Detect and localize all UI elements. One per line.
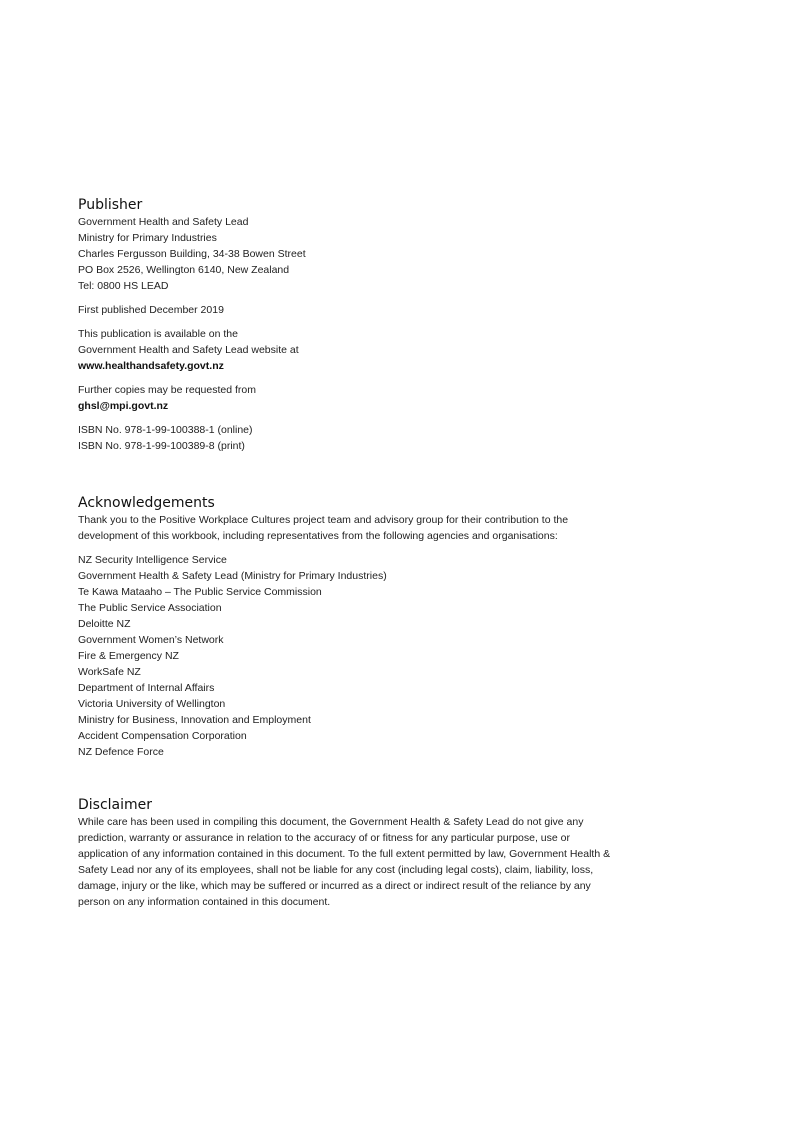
isbn-online: ISBN No. 978-1-99-100388-1 (online) bbox=[78, 424, 253, 436]
availability-block bbox=[78, 326, 638, 374]
document-page bbox=[78, 196, 638, 908]
availability-line: This publication is available on the bbox=[78, 328, 238, 340]
organisation-item: WorkSafe NZ bbox=[78, 666, 141, 678]
first-published-text: First published December 2019 bbox=[78, 304, 224, 316]
disclaimer-line: person on any information contained in this document. bbox=[78, 896, 331, 908]
disclaimer-line: While care has been used in compiling this document, the Government Health & Safety Lead do not give any bbox=[78, 816, 584, 828]
disclaimer-line: Safety Lead nor any of its employees, shall not be liable for any cost (including legal costs), claim, liability, loss, bbox=[78, 864, 594, 876]
isbn-block bbox=[78, 422, 638, 454]
intro-line: Thank you to the Positive Workplace Cultures project team and advisory group for their contribution to the bbox=[78, 514, 569, 526]
telephone-line: Tel: 0800 HS LEAD bbox=[78, 280, 169, 292]
disclaimer-text bbox=[78, 814, 638, 910]
address-line: PO Box 2526, Wellington 6140, New Zealand bbox=[78, 264, 290, 276]
acknowledgements-section bbox=[78, 494, 638, 760]
address-line: Ministry for Primary Industries bbox=[78, 232, 217, 244]
publisher-address bbox=[78, 214, 638, 294]
organisation-item: Accident Compensation Corporation bbox=[78, 730, 247, 742]
organisation-item: Deloitte NZ bbox=[78, 618, 131, 630]
organisation-item: Government Health & Safety Lead (Ministry for Primary Industries) bbox=[78, 570, 387, 582]
organisation-list bbox=[78, 552, 638, 760]
availability-line: Government Health and Safety Lead website at bbox=[78, 344, 299, 356]
copies-block bbox=[78, 382, 638, 414]
organisation-item: NZ Security Intelligence Service bbox=[78, 554, 227, 566]
copies-text: Further copies may be requested from bbox=[78, 384, 256, 396]
organisation-item: Fire & Emergency NZ bbox=[78, 650, 179, 662]
intro-line: development of this workbook, including representatives from the following agencies and organisations: bbox=[78, 530, 558, 542]
disclaimer-line: prediction, warranty or assurance in relation to the accuracy of or fitness for any particular purpose, use or bbox=[78, 832, 570, 844]
disclaimer-line: application of any information contained in this document. To the full extent permitted by law, Government Health & bbox=[78, 848, 611, 860]
organisation-item: Government Women’s Network bbox=[78, 634, 224, 646]
first-published-block bbox=[78, 302, 638, 318]
address-line: Government Health and Safety Lead bbox=[78, 216, 249, 228]
address-line: Charles Fergusson Building, 34-38 Bowen Street bbox=[78, 248, 306, 260]
organisation-item: NZ Defence Force bbox=[78, 746, 164, 758]
publisher-heading: Publisher bbox=[78, 197, 143, 213]
organisation-item: Victoria University of Wellington bbox=[78, 698, 226, 710]
organisation-item: Department of Internal Affairs bbox=[78, 682, 215, 694]
organisation-item: Te Kawa Mataaho – The Public Service Commission bbox=[78, 586, 322, 598]
organisation-item: The Public Service Association bbox=[78, 602, 222, 614]
publisher-section bbox=[78, 196, 638, 454]
disclaimer-heading: Disclaimer bbox=[78, 797, 153, 813]
email-link[interactable]: ghsl@mpi.govt.nz bbox=[78, 400, 169, 412]
acknowledgements-intro bbox=[78, 512, 638, 544]
isbn-print: ISBN No. 978-1-99-100389-8 (print) bbox=[78, 440, 245, 452]
organisation-item: Ministry for Business, Innovation and Employment bbox=[78, 714, 311, 726]
disclaimer-section bbox=[78, 796, 638, 910]
acknowledgements-heading: Acknowledgements bbox=[78, 495, 215, 511]
website-link[interactable]: www.healthandsafety.govt.nz bbox=[78, 360, 224, 372]
disclaimer-line: damage, injury or the like, which may be suffered or incurred as a direct or indirect result of the reliance by any bbox=[78, 880, 591, 892]
